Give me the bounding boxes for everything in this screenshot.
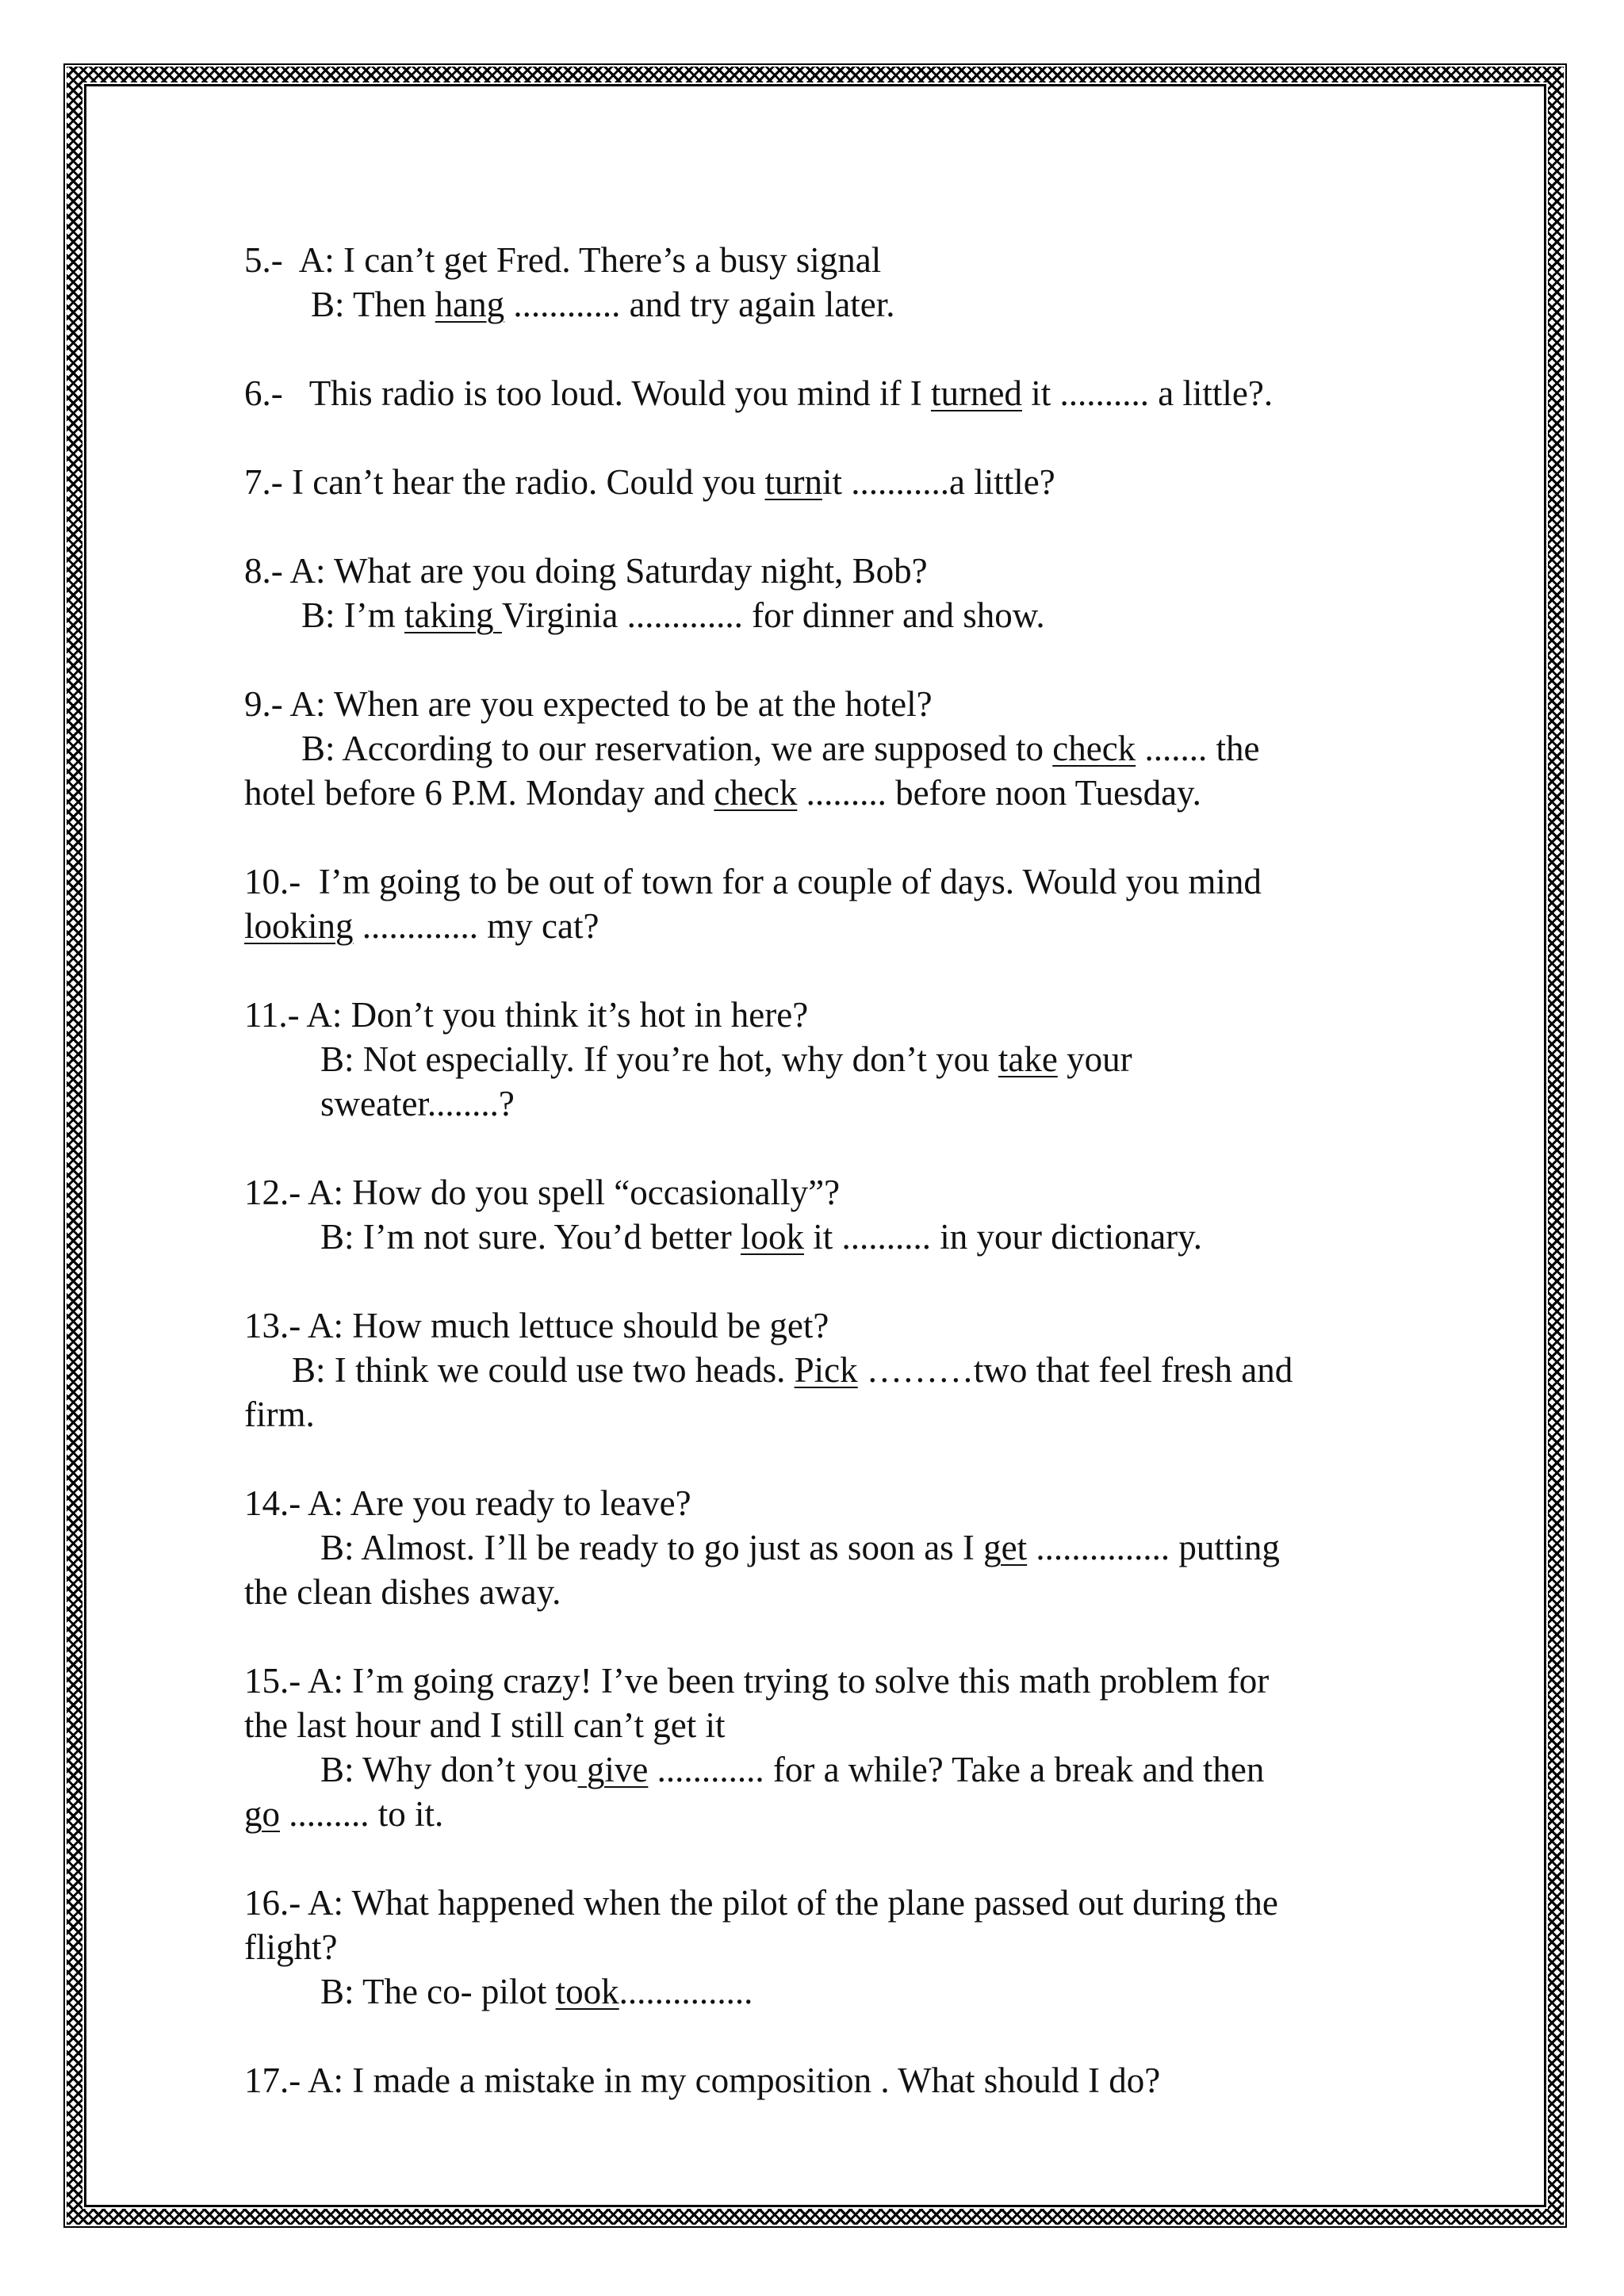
exercise-line xyxy=(244,1881,1386,1925)
line-text: Virginia ............. for dinner and show. xyxy=(501,595,1045,635)
exercise-line xyxy=(244,1703,1386,1747)
item-number: 15.- xyxy=(244,1661,301,1701)
line-text: B: Not especially. If you’re hot, why don’t you xyxy=(320,1039,998,1079)
line-text: ............ for a while? Take a break and then xyxy=(648,1750,1265,1789)
exercise-line xyxy=(244,993,1386,1037)
exercise-item-11 xyxy=(244,993,1386,1126)
item-number: 6.- xyxy=(244,373,283,413)
line-text: This radio is too loud. Would you mind if I xyxy=(308,373,931,413)
exercise-line xyxy=(244,682,1386,726)
underlined-verb: turn xyxy=(764,462,822,502)
line-text: B: According to our reservation, we are supposed to xyxy=(301,729,1053,768)
exercise-line xyxy=(244,282,1386,327)
exercise-item-10 xyxy=(244,859,1386,948)
item-number: 11.- xyxy=(244,995,300,1035)
exercise-list xyxy=(244,238,1386,2147)
exercise-line xyxy=(244,1969,1386,2014)
item-number: 16.- xyxy=(244,1883,301,1923)
exercise-item-13 xyxy=(244,1303,1386,1437)
exercise-line xyxy=(244,1170,1386,1215)
line-text: B: Why don’t you xyxy=(320,1750,578,1789)
exercise-line xyxy=(244,549,1386,593)
exercise-line xyxy=(244,460,1386,504)
item-number: 12.- xyxy=(244,1173,301,1212)
line-text: ............ and try again later. xyxy=(504,285,895,324)
exercise-line xyxy=(244,904,1386,948)
line-text: ............... xyxy=(619,1972,753,2011)
underlined-verb: look xyxy=(740,1217,804,1257)
underlined-verb: turned xyxy=(930,373,1022,413)
underlined-verb: looking xyxy=(244,906,354,946)
line-text: firm. xyxy=(244,1395,315,1434)
exercise-line xyxy=(244,771,1386,815)
line-text: ....... the xyxy=(1136,729,1260,768)
exercise-line xyxy=(244,1215,1386,1259)
line-text: hotel before 6 P.M. Monday and xyxy=(244,773,714,813)
exercise-line xyxy=(244,726,1386,771)
exercise-line xyxy=(244,1037,1386,1081)
exercise-line xyxy=(244,1525,1386,1570)
exercise-line xyxy=(244,1925,1386,1969)
exercise-line xyxy=(244,1747,1386,1792)
line-text: A: How do you spell “occasionally”? xyxy=(308,1173,841,1212)
exercise-line xyxy=(244,1081,1386,1126)
line-text: ............... putting xyxy=(1027,1528,1280,1567)
line-text: B: I think we could use two heads. xyxy=(292,1350,795,1390)
underlined-verb: taking xyxy=(404,595,502,635)
exercise-line xyxy=(244,1348,1386,1392)
line-text: your xyxy=(1057,1039,1132,1079)
underlined-verb: Pick xyxy=(794,1350,858,1390)
item-number: 5.- xyxy=(244,240,283,280)
underlined-verb: get xyxy=(983,1528,1028,1567)
item-number: 14.- xyxy=(244,1483,301,1523)
exercise-item-14 xyxy=(244,1481,1386,1614)
exercise-item-6 xyxy=(244,371,1386,415)
line-text: A: Are you ready to leave? xyxy=(308,1483,691,1523)
line-text: the last hour and I still can’t get it xyxy=(244,1705,726,1745)
line-text: B: The co- pilot xyxy=(320,1972,556,2011)
underlined-verb: check xyxy=(1052,729,1136,768)
line-text: ......... to it. xyxy=(280,1794,444,1834)
exercise-line xyxy=(244,1570,1386,1614)
exercise-item-5 xyxy=(244,238,1386,327)
line-text: A: When are you expected to be at the hotel? xyxy=(289,684,933,724)
line-text: A: How much lettuce should be get? xyxy=(308,1306,829,1345)
line-text: A: What are you doing Saturday night, Bob? xyxy=(289,551,928,591)
line-text: B: I’m not sure. You’d better xyxy=(320,1217,741,1257)
underlined-verb: go xyxy=(244,1794,280,1834)
exercise-item-7 xyxy=(244,460,1386,504)
line-text: it .......... a little?. xyxy=(1021,373,1274,413)
line-text: A: What happened when the pilot of the plane passed out during the xyxy=(308,1883,1278,1923)
exercise-item-16 xyxy=(244,1881,1386,2014)
exercise-line xyxy=(244,859,1386,904)
underlined-verb: hang xyxy=(435,285,505,324)
line-text: ............. my cat? xyxy=(353,906,599,946)
exercise-line xyxy=(244,1392,1386,1437)
line-text: ………two that feel fresh and xyxy=(857,1350,1293,1390)
exercise-line xyxy=(244,238,1386,282)
item-number: 8.- xyxy=(244,551,283,591)
line-text: A: I made a mistake in my composition . What should I do? xyxy=(308,2061,1161,2100)
exercise-item-9 xyxy=(244,682,1386,815)
line-text: A: I’m going crazy! I’ve been trying to solve this math problem for xyxy=(308,1661,1270,1701)
item-number: 17.- xyxy=(244,2061,301,2100)
exercise-line xyxy=(244,1659,1386,1703)
line-text: I’m going to be out of town for a couple of days. Would you mind xyxy=(318,862,1262,901)
line-text: B: Almost. I’ll be ready to go just as soon as I xyxy=(320,1528,984,1567)
line-text: B: Then xyxy=(311,285,435,324)
line-text: sweater........? xyxy=(320,1084,515,1123)
line-text: I can’t hear the radio. Could you xyxy=(292,462,765,502)
exercise-line xyxy=(244,1303,1386,1348)
exercise-item-12 xyxy=(244,1170,1386,1259)
line-text: it .......... in your dictionary. xyxy=(803,1217,1202,1257)
item-number: 7.- xyxy=(244,462,283,502)
underlined-verb: take xyxy=(998,1039,1058,1079)
exercise-line xyxy=(244,1481,1386,1525)
underlined-verb: took xyxy=(555,1972,619,2011)
item-number: 13.- xyxy=(244,1306,301,1345)
exercise-line xyxy=(244,371,1386,415)
line-text: A: I can’t get Fred. There’s a busy signal xyxy=(298,240,882,280)
exercise-line xyxy=(244,1792,1386,1836)
item-number: 9.- xyxy=(244,684,283,724)
line-text: ......... before noon Tuesday. xyxy=(797,773,1201,813)
exercise-item-17 xyxy=(244,2058,1386,2103)
line-text: it ...........a little? xyxy=(822,462,1055,502)
exercise-item-8 xyxy=(244,549,1386,637)
exercise-item-15 xyxy=(244,1659,1386,1836)
underlined-verb: check xyxy=(714,773,798,813)
exercise-line xyxy=(244,593,1386,637)
line-text: flight? xyxy=(244,1927,338,1967)
exercise-line xyxy=(244,2058,1386,2103)
line-text: B: I’m xyxy=(301,595,404,635)
line-text: A: Don’t you think it’s hot in here? xyxy=(306,995,809,1035)
line-text: the clean dishes away. xyxy=(244,1572,561,1612)
item-number: 10.- xyxy=(244,862,301,901)
underlined-verb: give xyxy=(577,1750,649,1789)
